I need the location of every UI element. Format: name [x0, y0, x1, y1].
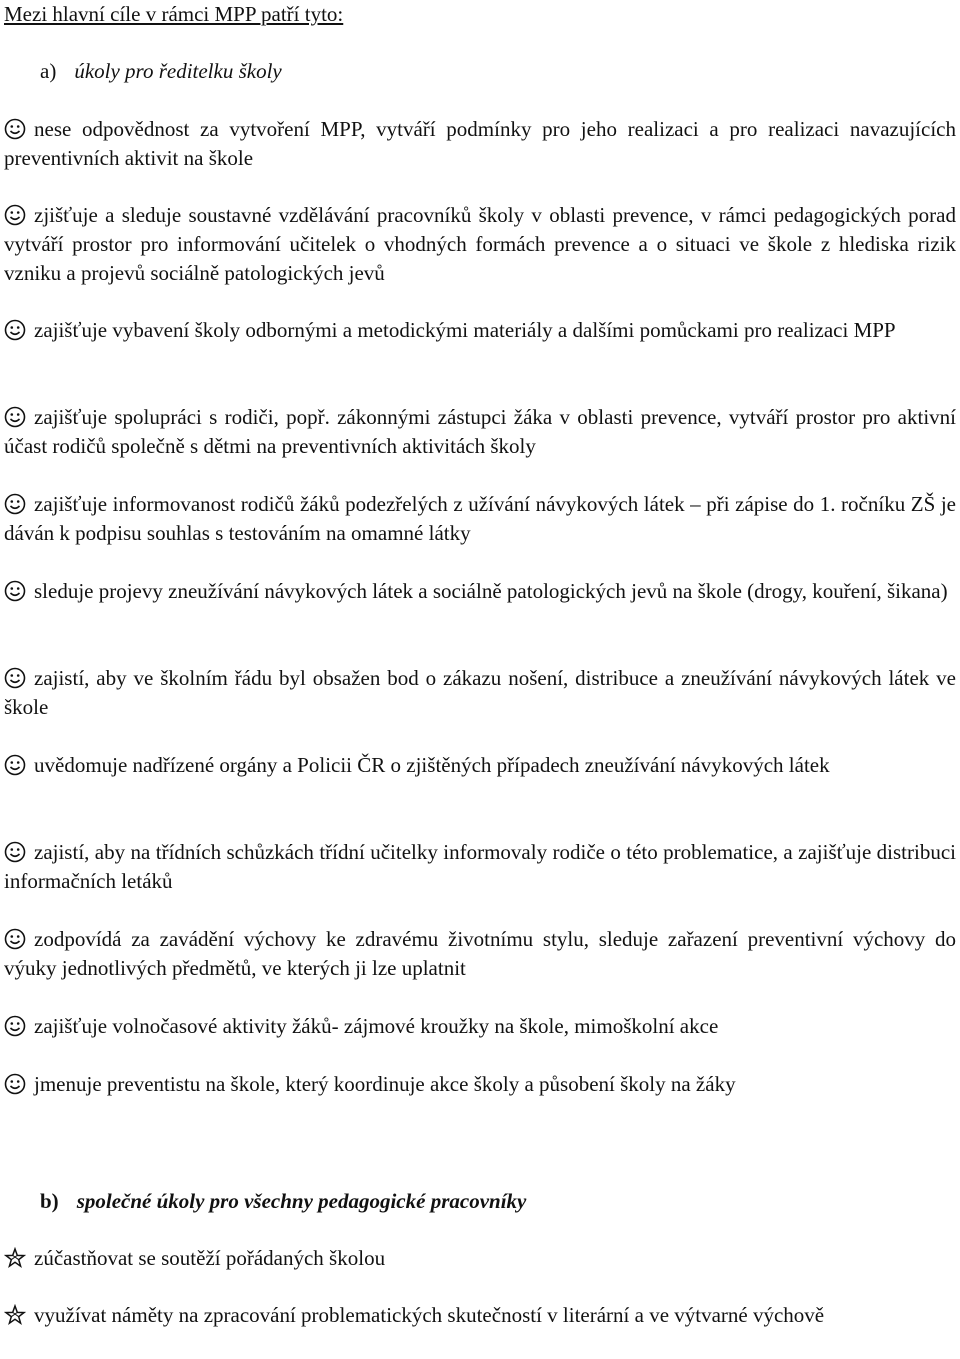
list-item	[4, 925, 956, 983]
smiley-icon	[4, 319, 26, 341]
list-item	[4, 577, 956, 606]
item-text: zodpovídá za zavádění výchovy ke zdravému životnímu stylu, sleduje zařazení preventivní výchovy do výuky jednotlivých předmětů, ve kterých ji lze uplatnit	[4, 927, 956, 980]
smiley-icon	[4, 754, 26, 776]
list-item	[4, 1301, 956, 1330]
star-icon	[4, 1247, 26, 1269]
item-text: zjišťuje a sleduje soustavné vzdělávání pracovníků školy v oblasti prevence, v rámci pedagogických porad vytváří prostor pro informování učitelek o vhodných formách prevence a o situaci ve škole z hlediska rizik vzniku a projevů sociálně patologických jevů	[4, 203, 956, 285]
list-item	[4, 1244, 956, 1273]
section-a-title: úkoly pro ředitelku školy	[74, 59, 282, 83]
section-b-label	[40, 1187, 526, 1216]
item-text: zajišťuje spolupráci s rodiči, popř. zákonnými zástupci žáka v oblasti prevence, vytváří prostor pro aktivní účast rodičů společně s dětmi na preventivních aktivitách školy	[4, 405, 956, 458]
smiley-icon	[4, 841, 26, 863]
list-item	[4, 1012, 956, 1041]
item-text: využívat náměty na zpracování problematických skutečností v literární a ve výtvarné výchově	[34, 1303, 825, 1327]
smiley-icon	[4, 204, 26, 226]
item-text: zajišťuje volnočasové aktivity žáků- zájmové kroužky na škole, mimoškolní akce	[34, 1014, 719, 1038]
item-text: sleduje projevy zneužívání návykových látek a sociálně patologických jevů na škole (drogy, kouření, šikana)	[34, 579, 948, 603]
smiley-icon	[4, 118, 26, 140]
section-a-label	[40, 57, 282, 86]
smiley-icon	[4, 928, 26, 950]
smiley-icon	[4, 1073, 26, 1095]
smiley-icon	[4, 406, 26, 428]
list-item	[4, 664, 956, 722]
item-text: zajistí, aby ve školním řádu byl obsažen bod o zákazu nošení, distribuce a zneužívání návykových látek ve škole	[4, 666, 956, 719]
item-text: zúčastňovat se soutěží pořádaných školou	[34, 1246, 386, 1270]
star-icon	[4, 1304, 26, 1326]
page-heading: Mezi hlavní cíle v rámci MPP patří tyto:	[4, 2, 344, 26]
item-text: zajišťuje informovanost rodičů žáků podezřelých z užívání návykových látek – při zápise do 1. ročníku ZŠ je dáván k podpisu souhlas s testováním na omamné látky	[4, 492, 956, 545]
list-item	[4, 403, 956, 461]
section-b-letter: b)	[40, 1189, 59, 1213]
item-text: jmenuje preventistu na škole, který koordinuje akce školy a působení školy na žáky	[34, 1072, 736, 1096]
list-item	[4, 751, 956, 780]
section-a-letter: a)	[40, 59, 57, 83]
list-item	[4, 316, 956, 345]
item-text: uvědomuje nadřízené orgány a Policii ČR o zjištěných případech zneužívání návykových látek	[34, 753, 830, 777]
item-text: zajistí, aby na třídních schůzkách třídní učitelky informovaly rodiče o této problematice, a zajišťuje distribuci informačních letáků	[4, 840, 956, 893]
smiley-icon	[4, 493, 26, 515]
smiley-icon	[4, 580, 26, 602]
item-text: zajišťuje vybavení školy odbornými a metodickými materiály a dalšími pomůckami pro realizaci MPP	[34, 318, 896, 342]
list-item	[4, 201, 956, 288]
list-item	[4, 838, 956, 896]
list-item	[4, 1070, 956, 1099]
list-item	[4, 115, 956, 173]
smiley-icon	[4, 1015, 26, 1037]
section-b-title: společné úkoly pro všechny pedagogické pracovníky	[76, 1189, 527, 1213]
list-item	[4, 490, 956, 548]
smiley-icon	[4, 667, 26, 689]
item-text: nese odpovědnost za vytvoření MPP, vytváří podmínky pro jeho realizaci a pro realizaci navazujících preventivních aktivit na škole	[4, 117, 956, 170]
